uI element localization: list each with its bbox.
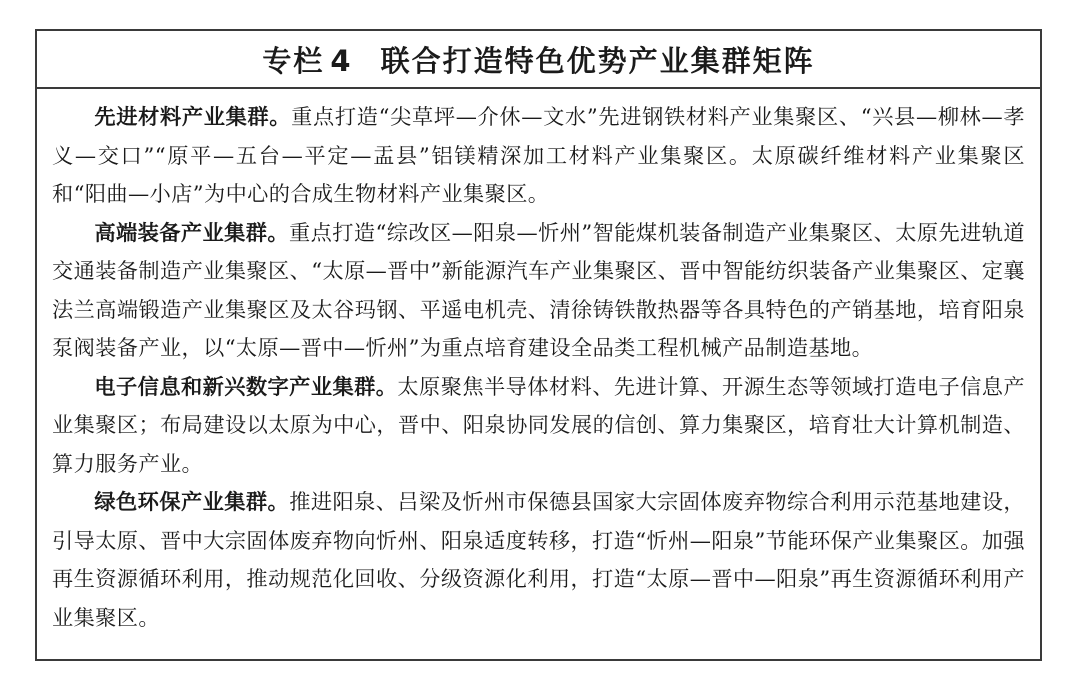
paragraph-text: 重点打造“综改区—阳泉—忻州”智能煤机装备制造产业集聚区、太原先进轨道交通装备制造产业集聚区、“太原—晋中”新能源汽车产业集聚区、晋中智能纺织装备产业集聚区、定襄法兰高端锻造产业集聚区及太谷玛钢、平遥电机壳、清徐铸铁散热器等各具特色的产销基地，培育阳泉泵阀装备产业，以“太原—晋中—忻州”为重点培育建设全品类工程机械产品制造基地。: [52, 219, 1025, 360]
paragraph-text: 推进阳泉、吕梁及忻州市保德县国家大宗固体废弃物综合利用示范基地建设，引导太原、晋中大宗固体废弃物向忻州、阳泉适度转移，打造“忻州—阳泉”节能环保产业集聚区。加强再生资源循环利用，推动规范化回收、分级资源化利用，打造“太原—晋中—阳泉”再生资源循环利用产业集聚区。: [52, 489, 1025, 630]
column-number: 4: [330, 43, 353, 78]
paragraph-text: 太原聚焦半导体材料、先进计算、开源生态等领域打造电子信息产业集聚区；布局建设以太原为中心，晋中、阳泉协同发展的信创、算力集聚区，培育壮大计算机制造、算力服务产业。: [52, 373, 1025, 476]
paragraph-advanced-materials: [52, 98, 1025, 214]
paragraph-lead: 先进材料产业集群。: [94, 104, 292, 129]
paragraph-lead: 高端装备产业集群。: [94, 219, 289, 245]
paragraph-lead: 电子信息和新兴数字产业集群。: [94, 373, 398, 399]
column-label: 专栏: [262, 43, 325, 78]
paragraph-text: 重点打造“尖草坪—介休—文水”先进钢铁材料产业集聚区、“兴县—柳林—孝义—交口”“原平—五台—平定—盂县”铝镁精深加工材料产业集聚区。太原碳纤维材料产业集聚区和“阳曲—小店”为中心的合成生物材料产业集聚区。: [52, 104, 1025, 206]
paragraph-green-environmental: [52, 483, 1025, 637]
column-box: [35, 29, 1042, 661]
paragraph-high-end-equipment: [52, 214, 1025, 368]
column-title-text: 联合打造特色优势产业集群矩阵: [380, 43, 815, 78]
column-title: [262, 39, 814, 80]
paragraph-electronic-information: [52, 368, 1025, 484]
column-body: [37, 89, 1040, 637]
paragraph-lead: 绿色环保产业集群。: [94, 489, 290, 514]
column-header: [37, 31, 1040, 89]
